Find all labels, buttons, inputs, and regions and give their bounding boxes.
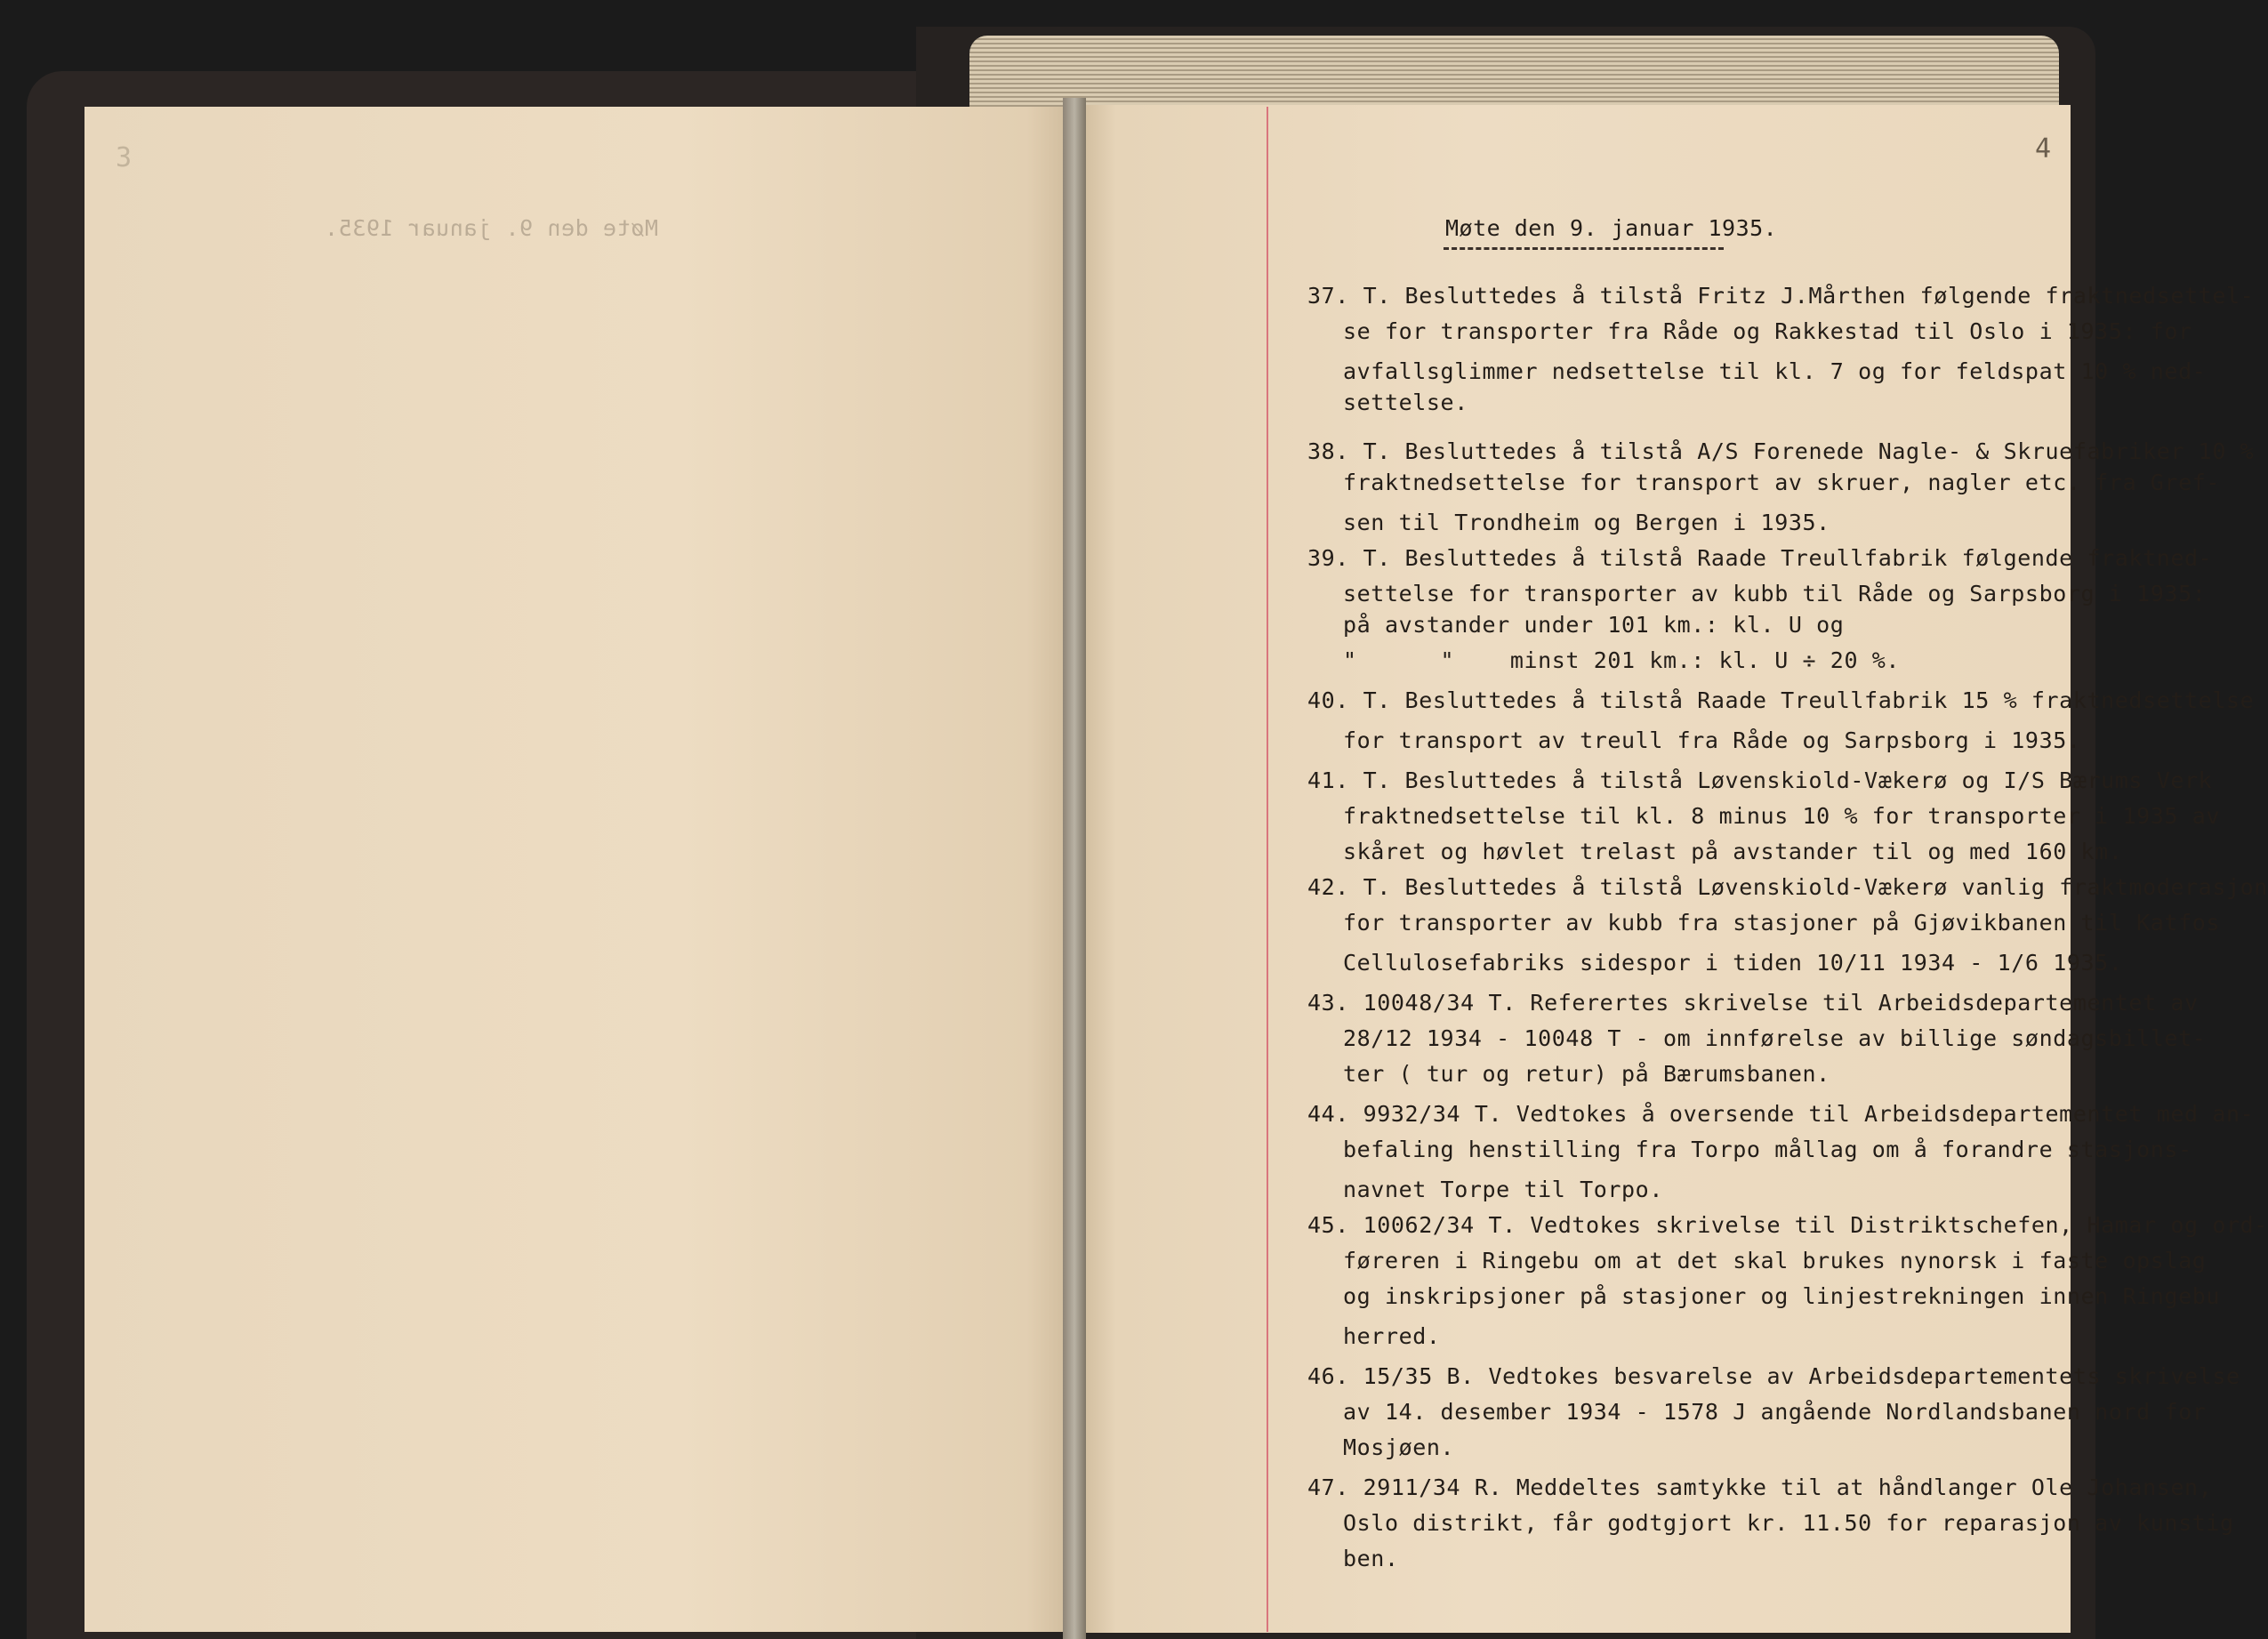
minutes-line: Cellulosefabriks sidespor i tiden 10/11 1934 - 1/6 1935. <box>1343 950 2123 976</box>
minutes-line: føreren i Ringebu om at det skal brukes nynorsk i faste opslag <box>1343 1248 2207 1273</box>
left-page-number: 3 <box>116 142 133 173</box>
minutes-line: 43. 10048/34 T. Referertes skrivelse til Arbeidsdepartementet av <box>1307 990 2199 1016</box>
minutes-line: 37. T. Besluttedes å tilstå Fritz J.Mårthen følgende fraktnedsettel- <box>1307 283 2255 309</box>
minutes-line: sen til Trondheim og Bergen i 1935. <box>1343 510 1830 535</box>
meeting-title: Møte den 9. januar 1935. <box>1445 215 1778 241</box>
minutes-line: settelse for transporter av kubb til Råde og Sarpsborg i 1935: <box>1343 581 2207 607</box>
minutes-line: ben. <box>1343 1546 1399 1571</box>
minutes-line: " " minst 201 km.: kl. U ÷ 20 %. <box>1343 647 1901 673</box>
minutes-line: navnet Torpe til Torpo. <box>1343 1177 1663 1202</box>
minutes-line: 38. T. Besluttedes å tilstå A/S Forenede Nagle- & Skruefabriker 10 % <box>1307 438 2255 464</box>
minutes-line: 44. 9932/34 T. Vedtokes å oversende til Arbeidsdepartementet med an- <box>1307 1101 2255 1127</box>
bleed-through-title: Møte den 9. januar 1935. <box>324 215 658 241</box>
margin-rule <box>1267 107 1268 1632</box>
minutes-line: 39. T. Besluttedes å tilstå Raade Treullfabrik følgende fraktned- <box>1307 545 2213 571</box>
minutes-line: se for transporter fra Råde og Rakkestad til Oslo i 1935: for <box>1343 318 2192 344</box>
minutes-line: 28/12 1934 - 10048 T - om innførelse av billige søndagsbillet- <box>1343 1025 2207 1051</box>
minutes-line: avfallsglimmer nedsettelse til kl. 7 og for feldspat 10 % ned- <box>1343 358 2207 384</box>
minutes-line: Oslo distrikt, får godtgjort kr. 11.50 for reparasjon av kunstig <box>1343 1510 2234 1536</box>
minutes-line: av 14. desember 1934 - 1578 J angående Nordlandsbanen nord for <box>1343 1399 2207 1425</box>
minutes-line: for transport av treull fra Råde og Sarpsborg i 1935. <box>1343 727 2081 753</box>
minutes-line: 40. T. Besluttedes å tilstå Raade Treullfabrik 15 % fraktnedsettelse <box>1307 687 2255 713</box>
minutes-line: på avstander under 101 km.: kl. U og <box>1343 612 1845 638</box>
minutes-line: og inskripsjoner på stasjoner og linjestrekningen innen Ringebu <box>1343 1283 2221 1309</box>
minutes-line: ter ( tur og retur) på Bærumsbanen. <box>1343 1061 1830 1087</box>
minutes-line: for transporter av kubb fra stasjoner på Gjøvikbanen til Katfos <box>1343 910 2221 936</box>
minutes-line: 42. T. Besluttedes å tilstå Løvenskiold-Vækerø vanlig fraktmoderasjon <box>1307 874 2268 900</box>
minutes-line: fraktnedsettelse til kl. 8 minus 10 % for transporter i 1935 av <box>1343 803 2221 829</box>
minutes-line: 41. T. Besluttedes å tilstå Løvenskiold-Vækerø og I/S Bærums Verk <box>1307 767 2213 793</box>
minutes-line: Mosjøen. <box>1343 1434 1455 1460</box>
minutes-line: befaling henstilling fra Torpo mållag om å forandre stasjons- <box>1343 1137 2192 1162</box>
minutes-line: herred. <box>1343 1323 1441 1349</box>
right-page-number: 4 <box>2035 133 2052 165</box>
minutes-line: 46. 15/35 B. Vedtokes besvarelse av Arbeidsdepartementets skrivelse <box>1307 1363 2240 1389</box>
minutes-line: 45. 10062/34 T. Vedtokes skrivelse til Distriktschefen, Hamar og ord- <box>1307 1212 2268 1238</box>
title-underline <box>1444 247 1724 250</box>
bleed-through-text <box>84 107 1076 1632</box>
minutes-line: 47. 2911/34 R. Meddeltes samtykke til at håndlanger Ole Johansen, <box>1307 1474 2213 1500</box>
minutes-line: settelse. <box>1343 390 1468 415</box>
page-edges <box>969 36 2059 116</box>
minutes-line: fraktnedsettelse for transport av skruer, nagler etc. fra Gref- <box>1343 470 2221 495</box>
minutes-line: skåret og høvlet trelast på avstander til og med 160 km. <box>1343 839 2123 864</box>
